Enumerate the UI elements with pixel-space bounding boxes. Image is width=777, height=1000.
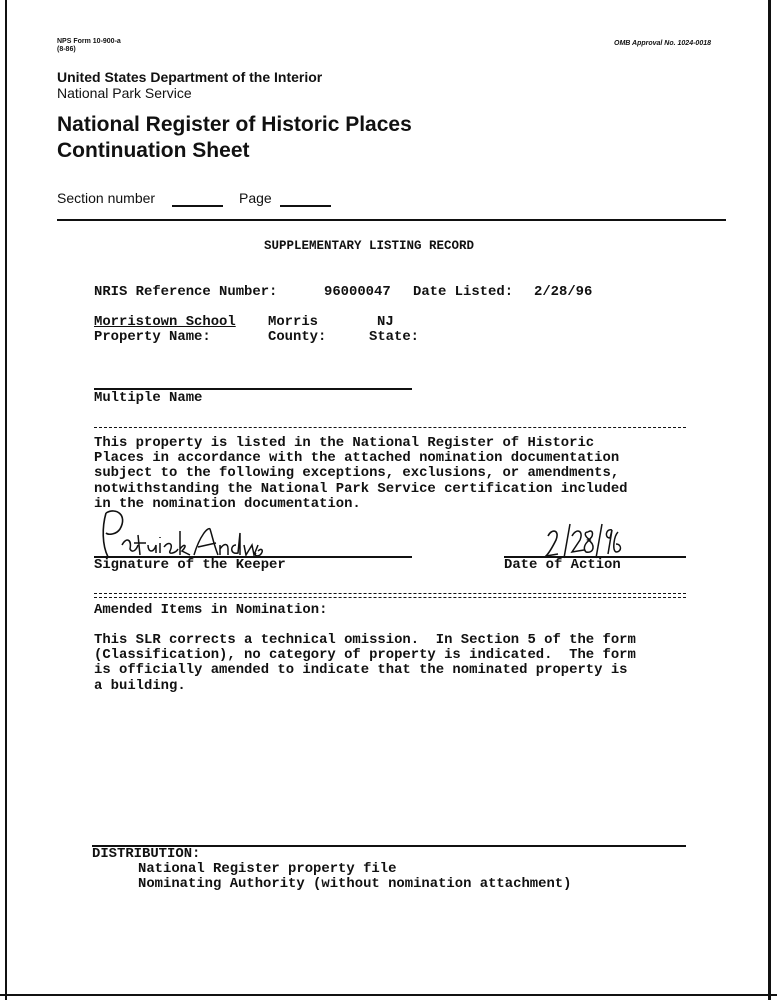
scan-border-bottom [0,994,777,996]
department-name: United States Department of the Interior [57,69,323,85]
statement-line: notwithstanding the National Park Service certification included [94,481,628,497]
form-number-text: NPS Form 10-900-a [57,38,121,45]
distribution-label: DISTRIBUTION: [92,846,201,862]
county-value: Morris [268,314,319,330]
multiple-name-label: Multiple Name [94,390,203,406]
page-subtitle: Continuation Sheet [57,139,250,162]
page-number-label: Page [239,190,272,206]
form-number [57,38,121,54]
page-title: National Register of Historic Places [57,113,412,136]
date-of-action-label: Date of Action [504,557,621,573]
statement-line: subject to the following exceptions, exclusions, or amendments, [94,465,620,481]
agency-name: National Park Service [57,85,192,101]
distribution-item: National Register property file [138,861,397,877]
nris-label: NRIS Reference Number: [94,284,278,300]
section-number-label: Section number [57,190,156,206]
amendment-line: a building. [94,678,186,694]
property-name-label: Property Name: [94,329,211,345]
statement-line: Places in accordance with the attached nomination documentation [94,450,620,466]
distribution-item: Nominating Authority (without nomination attachment) [138,876,572,892]
dashed-separator [94,427,686,428]
page-number-blank [280,205,331,207]
record-heading: SUPPLEMENTARY LISTING RECORD [264,239,475,253]
county-label: County: [268,329,327,345]
signature-label: Signature of the Keeper [94,557,286,573]
amendment-line: This SLR corrects a technical omission. In Section 5 of the form [94,632,636,648]
property-name-value: Morristown School [94,314,236,330]
date-listed-value: 2/28/96 [534,284,593,300]
section-number-blank [172,205,223,207]
header-rule [57,219,726,221]
nris-value: 96000047 [324,284,391,300]
amendment-line: (Classification), no category of property is indicated. The form [94,647,636,663]
scan-border-right [768,0,771,1000]
statement-line: This property is listed in the National Register of Historic [94,435,595,451]
amendment-line: is officially amended to indicate that the nominated property is [94,662,628,678]
state-label: State: [369,329,420,345]
state-value: NJ [377,314,394,330]
omb-approval: OMB Approval No. 1024-0018 [614,40,711,47]
scan-border-left [5,0,7,1000]
statement-line: in the nomination documentation. [94,496,361,512]
double-separator-top [94,593,686,594]
amended-items-label: Amended Items in Nomination: [94,602,328,618]
date-listed-label: Date Listed: [413,284,514,300]
form-date-text: (8-86) [57,46,76,53]
double-separator-bottom [94,597,686,598]
